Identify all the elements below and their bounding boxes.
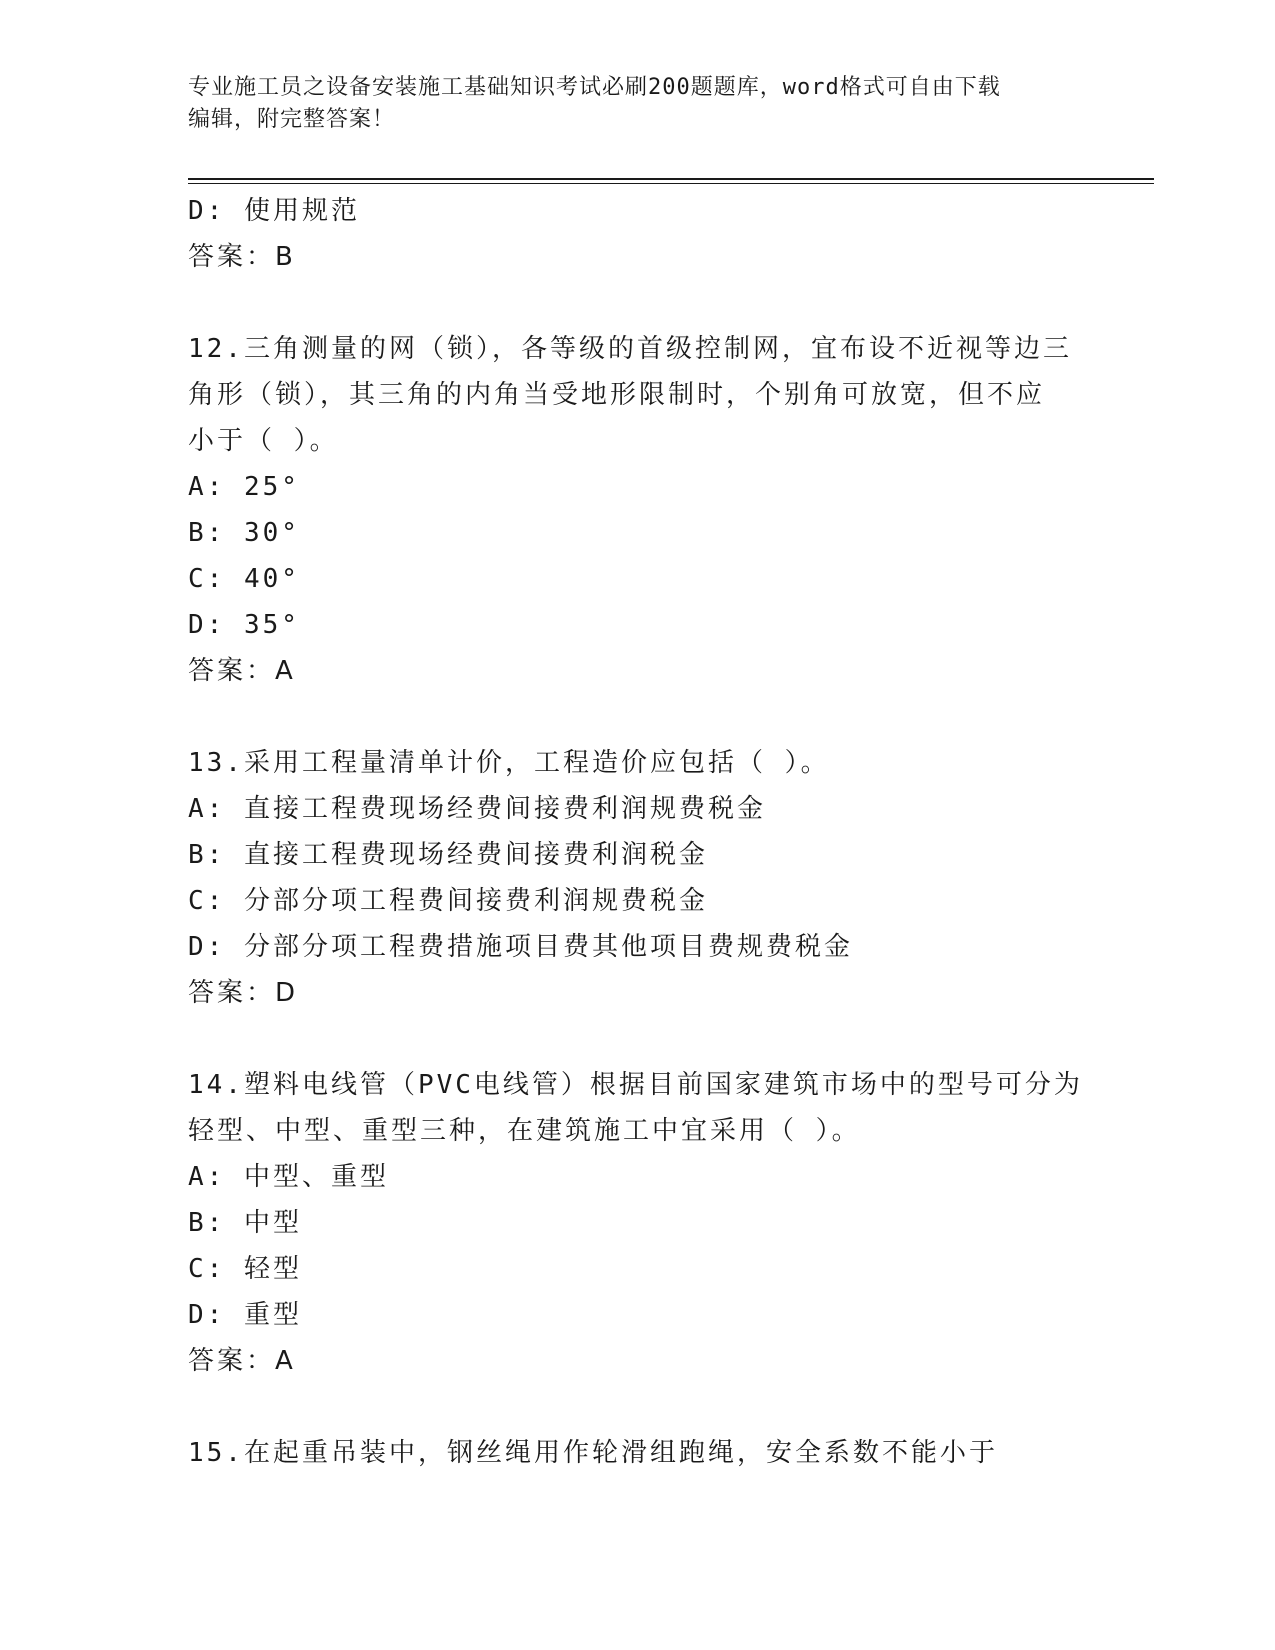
question-text: 轻型、中型、重型三种，在建筑施工中宜采用（ ）。 xyxy=(188,1116,861,1146)
option-a: A: 25° xyxy=(188,472,300,502)
spacer xyxy=(188,1016,1088,1062)
question-content xyxy=(188,188,1088,1476)
spacer xyxy=(188,694,1088,740)
question-text: 角形（锁），其三角的内角当受地形限制时，个别角可放宽，但不应 xyxy=(188,380,1046,410)
question-text: 12.三角测量的网（锁），各等级的首级控制网，宜布设不近视等边三 xyxy=(188,334,1072,364)
answer: 答案：B xyxy=(188,242,296,272)
question-14 xyxy=(188,1062,1088,1384)
option-c: C: 分部分项工程费间接费利润规费税金 xyxy=(188,886,708,916)
option-a: A: 中型、重型 xyxy=(188,1162,389,1192)
header-rule-thin xyxy=(188,183,1154,184)
option-d: D: 35° xyxy=(188,610,300,640)
header-line-1: 专业施工员之设备安装施工基础知识考试必刷200题题库，word格式可自由下载 xyxy=(188,75,1001,100)
document-header xyxy=(188,72,1078,136)
question-text: 13.采用工程量清单计价，工程造价应包括（ ）。 xyxy=(188,748,830,778)
question-12 xyxy=(188,326,1088,694)
question-text: 15.在起重吊装中，钢丝绳用作轮滑组跑绳，安全系数不能小于 xyxy=(188,1438,998,1468)
option-c: C: 40° xyxy=(188,564,300,594)
question-text: 14.塑料电线管（PVC电线管）根据目前国家建筑市场中的型号可分为 xyxy=(188,1070,1083,1100)
header-line-2: 编辑，附完整答案！ xyxy=(188,107,396,132)
answer: 答案：D xyxy=(188,978,299,1008)
option-a: A: 直接工程费现场经费间接费利润规费税金 xyxy=(188,794,766,824)
header-rule-thick xyxy=(188,178,1154,180)
option-b: B: 30° xyxy=(188,518,300,548)
option-b: B: 中型 xyxy=(188,1208,302,1238)
option-c: C: 轻型 xyxy=(188,1254,302,1284)
spacer xyxy=(188,280,1088,326)
option-d: D: 分部分项工程费措施项目费其他项目费规费税金 xyxy=(188,932,853,962)
question-13 xyxy=(188,740,1088,1016)
question-11-tail xyxy=(188,188,1088,280)
option-d: D: 使用规范 xyxy=(188,196,360,226)
answer: 答案：A xyxy=(188,656,296,686)
spacer xyxy=(188,1384,1088,1430)
answer: 答案：A xyxy=(188,1346,296,1376)
question-15 xyxy=(188,1430,1088,1476)
option-d: D: 重型 xyxy=(188,1300,302,1330)
option-b: B: 直接工程费现场经费间接费利润税金 xyxy=(188,840,708,870)
question-text: 小于（ ）。 xyxy=(188,426,339,456)
